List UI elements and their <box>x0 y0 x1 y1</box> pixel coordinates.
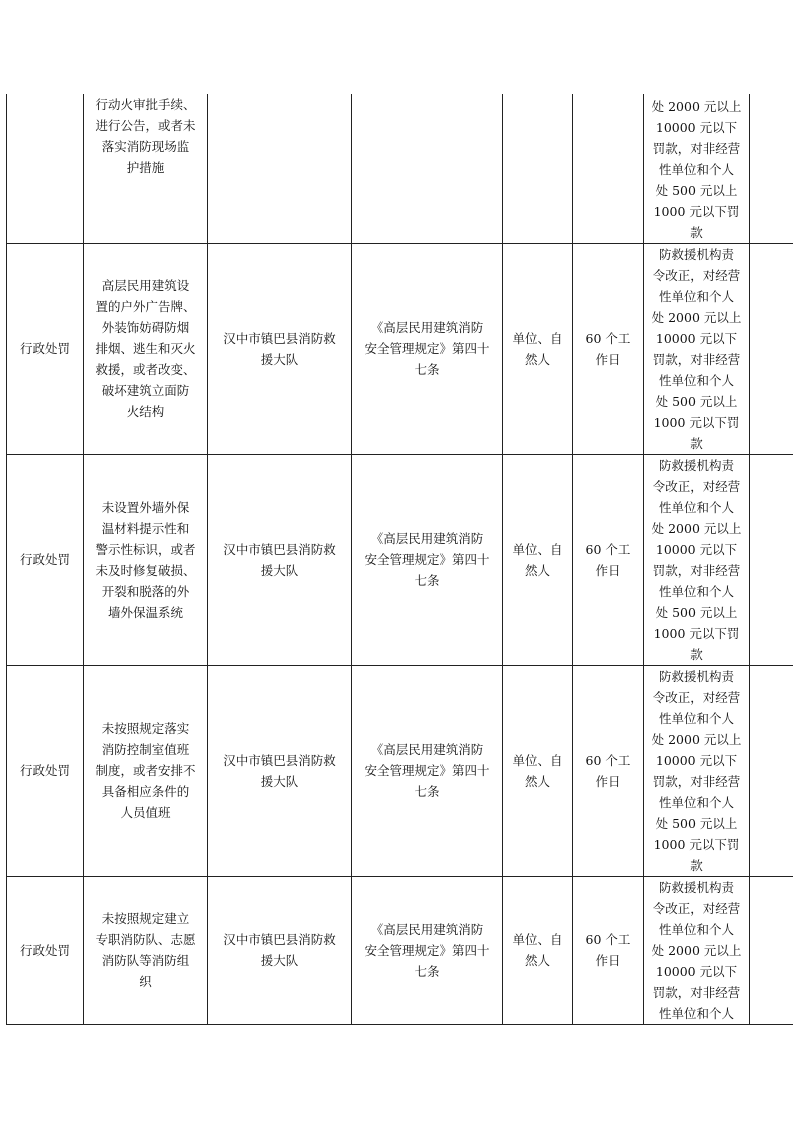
table-row <box>7 665 793 876</box>
time-limit-cell: 60 个工 作日 <box>573 243 644 454</box>
category-cell: 行政处罚 <box>7 243 84 454</box>
target-cell: 单位、自 然人 <box>503 454 573 665</box>
authority-cell: 汉中市镇巴县消防救 援大队 <box>208 665 352 876</box>
basis-cell: 《高层民用建筑消防 安全管理规定》第四十 七条 <box>352 454 503 665</box>
authority-cell: 汉中市镇巴县消防救 援大队 <box>208 876 352 1024</box>
category-cell: 行政处罚 <box>7 454 84 665</box>
time-limit-cell <box>573 94 644 243</box>
basis-cell <box>352 94 503 243</box>
note-cell <box>750 665 793 876</box>
target-cell: 单位、自 然人 <box>503 876 573 1024</box>
table-row <box>7 94 793 243</box>
time-limit-cell: 60 个工 作日 <box>573 876 644 1024</box>
authority-cell: 汉中市镇巴县消防救 援大队 <box>208 243 352 454</box>
target-cell: 单位、自 然人 <box>503 243 573 454</box>
target-cell <box>503 94 573 243</box>
description-cell: 未按照规定建立 专职消防队、志愿 消防队等消防组 织 <box>84 876 208 1024</box>
basis-cell: 《高层民用建筑消防 安全管理规定》第四十 七条 <box>352 243 503 454</box>
basis-cell: 《高层民用建筑消防 安全管理规定》第四十 七条 <box>352 665 503 876</box>
penalty-cell: 防救援机构责 令改正，对经营 性单位和个人 处 2000 元以上 10000 元以下 罚款，对非经营 性单位和个人 <box>644 876 750 1024</box>
table-row <box>7 243 793 454</box>
note-cell <box>750 243 793 454</box>
penalty-cell: 处 2000 元以上 10000 元以下 罚款，对非经营 性单位和个人 处 500 元以上 1000 元以下罚 款 <box>644 94 750 243</box>
authority-cell <box>208 94 352 243</box>
time-limit-cell: 60 个工 作日 <box>573 454 644 665</box>
target-cell: 单位、自 然人 <box>503 665 573 876</box>
table-row <box>7 454 793 665</box>
authority-cell: 汉中市镇巴县消防救 援大队 <box>208 454 352 665</box>
table-row <box>7 876 793 1024</box>
time-limit-cell: 60 个工 作日 <box>573 665 644 876</box>
description-cell: 行动火审批手续、 进行公告，或者未 落实消防现场监 护措施 <box>84 94 208 243</box>
description-cell: 未设置外墙外保 温材料提示性和 警示性标识，或者 未及时修复破损、 开裂和脱落的外 墙外保温系统 <box>84 454 208 665</box>
note-cell <box>750 454 793 665</box>
category-cell: 行政处罚 <box>7 665 84 876</box>
penalty-table <box>6 94 793 1025</box>
category-cell: 行政处罚 <box>7 876 84 1024</box>
note-cell <box>750 876 793 1024</box>
description-cell: 未按照规定落实 消防控制室值班 制度，或者安排不 具备相应条件的 人员值班 <box>84 665 208 876</box>
penalty-cell: 防救援机构责 令改正，对经营 性单位和个人 处 2000 元以上 10000 元以下 罚款，对非经营 性单位和个人 处 500 元以上 1000 元以下罚 款 <box>644 243 750 454</box>
penalty-cell: 防救援机构责 令改正，对经营 性单位和个人 处 2000 元以上 10000 元以下 罚款，对非经营 性单位和个人 处 500 元以上 1000 元以下罚 款 <box>644 665 750 876</box>
description-cell: 高层民用建筑设 置的户外广告牌、 外装饰妨碍防烟 排烟、逃生和灭火 救援，或者改变、 破坏建筑立面防 火结构 <box>84 243 208 454</box>
penalty-cell: 防救援机构责 令改正，对经营 性单位和个人 处 2000 元以上 10000 元以下 罚款，对非经营 性单位和个人 处 500 元以上 1000 元以下罚 款 <box>644 454 750 665</box>
note-cell <box>750 94 793 243</box>
category-cell <box>7 94 84 243</box>
basis-cell: 《高层民用建筑消防 安全管理规定》第四十 七条 <box>352 876 503 1024</box>
